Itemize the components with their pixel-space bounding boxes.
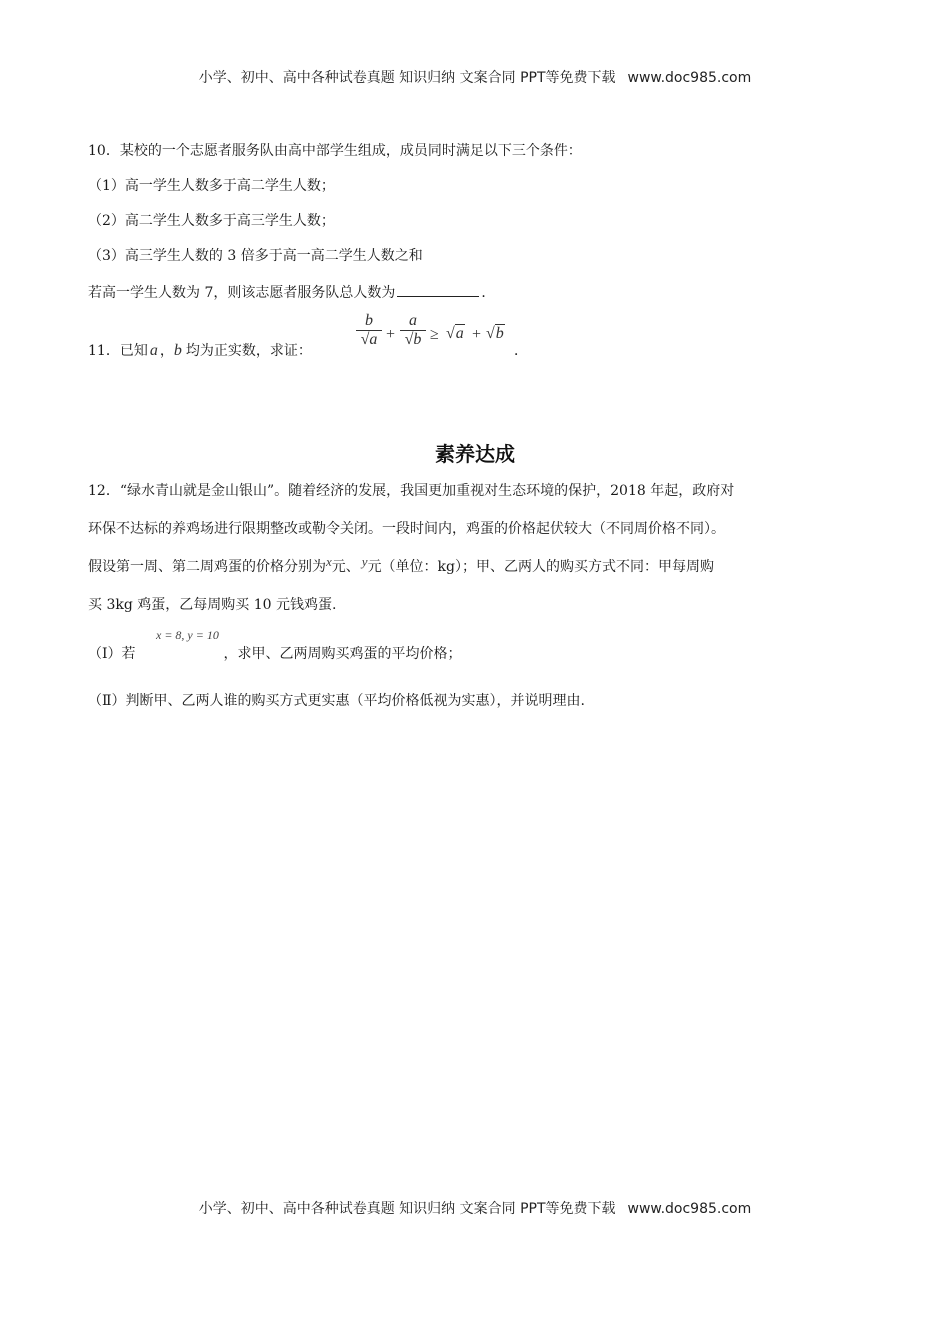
page-header [0, 67, 950, 87]
fraction-numerator: a [409, 312, 417, 329]
sqrt-a [446, 325, 465, 343]
q11-var-a: a [149, 342, 158, 359]
q11-suffix: 均为正实数，求证： [185, 343, 312, 359]
q10-stem: 10．某校的一个志愿者服务队由高中部学生组成，成员同时满足以下三个条件： [88, 143, 582, 159]
sqrt-sign-icon: √ [486, 325, 495, 342]
q12-part1-before: （Ⅰ）若 [88, 646, 136, 662]
q12-line-4: 买 3kg 鸡蛋，乙每周购买 10 元钱鸡蛋. [88, 597, 337, 613]
radicand: b [413, 331, 422, 348]
q10-condition-3: （3）高三学生人数的 3 倍多于高一高二学生人数之和 [88, 248, 423, 264]
plus-sign: + [472, 326, 482, 343]
q11-sep: ， [159, 343, 174, 359]
q12-line-2: 环保不达标的养鸡场进行限期整改或勒令关闭。一段时间内，鸡蛋的价格起伏较大（不同周价格不同）。 [88, 521, 725, 537]
footer-text: 小学、初中、高中各种试卷真题 知识归纳 文案合同 PPT等免费下载 [198, 1201, 616, 1217]
q11-inequality-formula [354, 312, 514, 364]
plus-sign: + [386, 326, 396, 343]
q11-end-mark: ． [514, 343, 528, 359]
q10-question-end: ． [481, 285, 496, 301]
q11-prefix: 11．已知 [88, 343, 148, 359]
q10-question-text: 若高一学生人数为 7，则该志愿者服务队总人数为 [88, 285, 396, 301]
q11-var-b: b [173, 342, 182, 359]
q12-line-3c: 元（单位：kg）；甲、乙两人的购买方式不同：甲每周购 [367, 559, 715, 575]
sqrt-b [486, 325, 505, 343]
sqrt-sign-icon: √ [446, 325, 455, 342]
radicand: a [455, 325, 464, 342]
q12-part1-after: ，求甲、乙两周购买鸡蛋的平均价格； [223, 646, 462, 662]
radicand: b [495, 325, 504, 342]
footer-url[interactable]: www.doc985.com [627, 1201, 752, 1217]
q12-line-3a: 假设第一周、第二周鸡蛋的价格分别为 [88, 559, 326, 575]
header-text: 小学、初中、高中各种试卷真题 知识归纳 文案合同 PPT等免费下载 [198, 70, 616, 86]
fraction-numerator: b [365, 312, 373, 329]
geq-sign: ≥ [430, 326, 439, 343]
page-footer [0, 1198, 950, 1218]
section-title: 素养达成 [435, 442, 515, 466]
q10-question [88, 282, 495, 302]
fraction-b-over-sqrt-a [356, 312, 382, 349]
fraction-a-over-sqrt-b [400, 312, 426, 349]
header-url[interactable]: www.doc985.com [627, 70, 752, 86]
q10-condition-1: （1）高一学生人数多于高二学生人数； [88, 178, 335, 194]
q10-condition-2: （2）高二学生人数多于高三学生人数； [88, 213, 335, 229]
sqrt-sign-icon: √ [404, 331, 414, 348]
q11-text [88, 340, 312, 360]
q12-var-x: x [326, 554, 332, 569]
radicand: a [369, 331, 378, 348]
fraction-denominator [356, 330, 382, 349]
fraction-denominator [400, 330, 426, 349]
answer-blank[interactable] [397, 284, 479, 297]
q12-part-2: （Ⅱ）判断甲、乙两人谁的购买方式更实惠（平均价格低视为实惠），并说明理由. [88, 693, 585, 709]
q12-var-y: y [361, 554, 368, 569]
q12-part1-condition: x = 8, y = 10 [156, 628, 219, 642]
q12-line-3b: 元、 [331, 559, 360, 575]
sqrt-sign-icon: √ [360, 331, 370, 348]
q12-part-1 [88, 643, 462, 663]
q12-line-3 [88, 556, 714, 576]
q12-line-1: 12．“绿水青山就是金山银山”。随着经济的发展，我国更加重视对生态环境的保护，2018 年起，政府对 [88, 483, 735, 499]
